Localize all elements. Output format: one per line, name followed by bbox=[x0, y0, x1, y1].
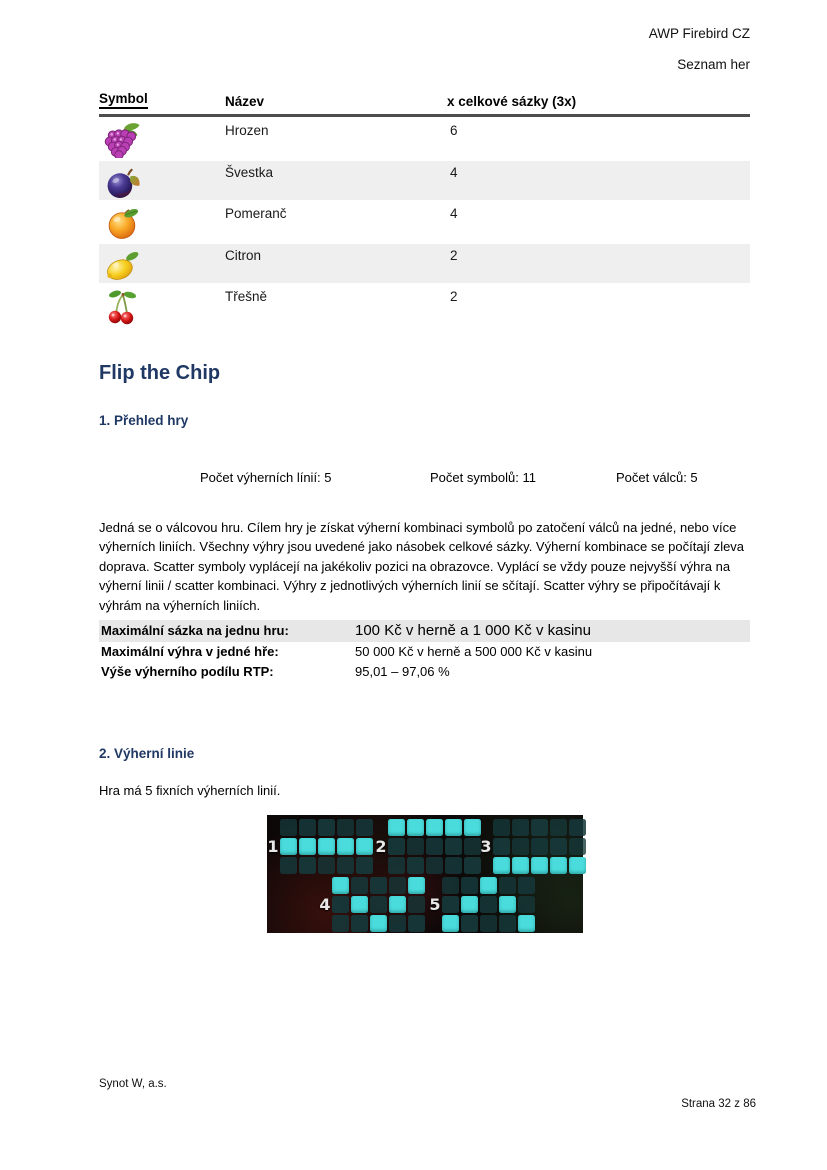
winline-cell-active bbox=[389, 896, 406, 913]
winline-cell bbox=[351, 915, 368, 932]
winline-number: 1 bbox=[267, 836, 279, 856]
limit-row-rtp bbox=[99, 662, 750, 682]
winline-cell-active bbox=[280, 838, 297, 855]
plum-icon bbox=[99, 161, 225, 201]
lemon-icon bbox=[99, 244, 225, 284]
winline-cell bbox=[370, 896, 387, 913]
symbol-multiplier: 6 bbox=[450, 123, 458, 138]
winline-cell bbox=[370, 877, 387, 894]
winline-cell bbox=[531, 838, 548, 855]
symbol-name: Citron bbox=[225, 247, 262, 263]
winline-cell bbox=[493, 819, 510, 836]
winline-cell bbox=[332, 915, 349, 932]
table-row bbox=[99, 117, 750, 159]
winline-cell bbox=[388, 857, 405, 874]
footer-company: Synot W, a.s. bbox=[99, 1078, 167, 1090]
symbol-name: Pomeranč bbox=[225, 206, 287, 221]
limits-table bbox=[99, 620, 750, 682]
winline-cell-active bbox=[480, 877, 497, 894]
winline-cell bbox=[318, 857, 335, 874]
winline-cell-active bbox=[407, 819, 424, 836]
symbol-name: Hrozen bbox=[225, 123, 269, 138]
winline-cell-active bbox=[332, 877, 349, 894]
limit-value: 100 Kč v herně a 1 000 Kč v kasinu bbox=[355, 622, 591, 639]
winline-cell bbox=[480, 915, 497, 932]
winline-cell bbox=[445, 838, 462, 855]
winline-cell bbox=[512, 838, 529, 855]
symbol-multiplier: 4 bbox=[450, 206, 458, 221]
winline-cell bbox=[464, 838, 481, 855]
winline-cell bbox=[408, 915, 425, 932]
winline-cell-active bbox=[499, 896, 516, 913]
table-row bbox=[99, 283, 750, 325]
winline-cell-active bbox=[318, 838, 335, 855]
winline-cell bbox=[569, 819, 586, 836]
winline-cell bbox=[550, 819, 567, 836]
winline-cell bbox=[426, 857, 443, 874]
winline-number: 2 bbox=[375, 836, 387, 856]
symbol-name: Třešně bbox=[225, 289, 268, 304]
game-title: Flip the Chip bbox=[99, 361, 221, 384]
winline-number: 3 bbox=[480, 836, 492, 856]
winline-cell bbox=[337, 819, 354, 836]
winline-cell bbox=[461, 877, 478, 894]
winline-cell bbox=[407, 857, 424, 874]
winline-cell bbox=[280, 819, 297, 836]
winline-cell bbox=[356, 819, 373, 836]
winline-cell bbox=[388, 838, 405, 855]
winline-cell bbox=[493, 838, 510, 855]
winline-cell bbox=[299, 857, 316, 874]
winline-cell-active bbox=[518, 915, 535, 932]
winline-cell-active bbox=[299, 838, 316, 855]
winline-cell-active bbox=[426, 819, 443, 836]
page-content bbox=[99, 0, 750, 933]
winline-cell bbox=[499, 915, 516, 932]
cherries-icon bbox=[99, 285, 225, 325]
symbol-name: Švestka bbox=[225, 164, 274, 180]
grapes-icon bbox=[99, 119, 225, 159]
winline-number: 5 bbox=[429, 894, 441, 914]
section-heading-winlines: 2. Výherní linie bbox=[99, 746, 195, 761]
winline-cell bbox=[480, 896, 497, 913]
game-stats-line bbox=[99, 470, 750, 488]
winline-cell bbox=[531, 819, 548, 836]
winline-cell-active bbox=[445, 819, 462, 836]
winline-cell bbox=[299, 819, 316, 836]
column-header-name: Název bbox=[225, 94, 265, 109]
winline-cell-active bbox=[408, 877, 425, 894]
winline-cell bbox=[518, 896, 535, 913]
winlines-image bbox=[267, 815, 583, 933]
stat-symbols: Počet symbolů: 11 bbox=[430, 469, 536, 485]
winline-cell bbox=[280, 857, 297, 874]
winline-cell-active bbox=[388, 819, 405, 836]
winline-cell-active bbox=[493, 857, 510, 874]
table-row bbox=[99, 200, 750, 242]
table-row bbox=[99, 159, 750, 201]
symbol-multiplier: 2 bbox=[450, 247, 458, 263]
limit-label: Maximální výhra v jedné hře: bbox=[101, 644, 279, 659]
table-row bbox=[99, 242, 750, 284]
winline-cell-active bbox=[531, 857, 548, 874]
winline-cell-active bbox=[356, 838, 373, 855]
symbol-multiplier: 4 bbox=[450, 164, 458, 180]
winline-cell-active bbox=[337, 838, 354, 855]
symbol-table bbox=[99, 91, 750, 325]
winline-cell bbox=[351, 877, 368, 894]
winline-cell-active bbox=[461, 896, 478, 913]
limit-row-max-bet bbox=[99, 620, 750, 642]
symbol-multiplier: 2 bbox=[450, 289, 458, 304]
orange-icon bbox=[99, 202, 225, 242]
symbol-table-header bbox=[99, 91, 750, 117]
game-description: Jedná se o válcovou hru. Cílem hry je získat výherní kombinaci symbolů po zatočení válců na jedné, nebo více výherních liniích. Všechny výhry jsou uvedené jako násobek celkové sázky. Výherní kombinace se počítají zleva doprava. Scatter symboly vyplácejí na jakékoliv pozici na obrazovce. Vyplácí se vždy pouze nejvyšší výhra na výherní linii / scatter kombinaci. Výhry z jednotlivých výherních linií se sčítají. Scatter výhry se připočítávají k výhrám na výherních liniích. bbox=[99, 519, 745, 613]
winline-cell bbox=[356, 857, 373, 874]
limit-label: Výše výherního podílu RTP: bbox=[101, 664, 274, 679]
winline-cell bbox=[407, 838, 424, 855]
winline-cell-active bbox=[569, 857, 586, 874]
header-subtitle: Seznam her bbox=[677, 57, 750, 72]
winline-cell bbox=[389, 877, 406, 894]
winline-cell bbox=[445, 857, 462, 874]
column-header-symbol: Symbol bbox=[99, 91, 225, 109]
winline-cell bbox=[569, 838, 586, 855]
winline-cell bbox=[512, 819, 529, 836]
winline-cell-active bbox=[442, 915, 459, 932]
footer-page-number: Strana 32 z 86 bbox=[681, 1098, 756, 1110]
limit-row-max-win bbox=[99, 642, 750, 662]
winline-cell-active bbox=[512, 857, 529, 874]
winline-cell bbox=[550, 838, 567, 855]
winline-cell-active bbox=[464, 819, 481, 836]
limit-label: Maximální sázka na jednu hru: bbox=[101, 623, 289, 638]
winline-cell bbox=[389, 915, 406, 932]
winline-cell bbox=[442, 877, 459, 894]
winline-cell-active bbox=[550, 857, 567, 874]
winlines-text: Hra má 5 fixních výherních linií. bbox=[99, 783, 281, 798]
stat-reels: Počet válců: 5 bbox=[616, 469, 698, 485]
winline-cell bbox=[318, 819, 335, 836]
section-heading-overview: 1. Přehled hry bbox=[99, 412, 189, 428]
limit-value: 50 000 Kč v herně a 500 000 Kč v kasinu bbox=[355, 644, 593, 659]
limit-value: 95,01 – 97,06 % bbox=[355, 664, 450, 679]
winline-cell bbox=[426, 838, 443, 855]
winline-cell-active bbox=[351, 896, 368, 913]
winline-cell bbox=[518, 877, 535, 894]
winline-cell bbox=[499, 877, 516, 894]
winline-number: 4 bbox=[319, 894, 331, 914]
stat-winlines: Počet výherních línií: 5 bbox=[200, 469, 332, 485]
winline-cell bbox=[464, 857, 481, 874]
header-title: AWP Firebird CZ bbox=[648, 26, 750, 41]
winline-cell-active bbox=[370, 915, 387, 932]
column-header-multiplier: x celkové sázky (3x) bbox=[447, 94, 577, 109]
winline-cell bbox=[408, 896, 425, 913]
winline-cell bbox=[332, 896, 349, 913]
winline-cell bbox=[442, 896, 459, 913]
winline-cell bbox=[337, 857, 354, 874]
winline-cell bbox=[461, 915, 478, 932]
